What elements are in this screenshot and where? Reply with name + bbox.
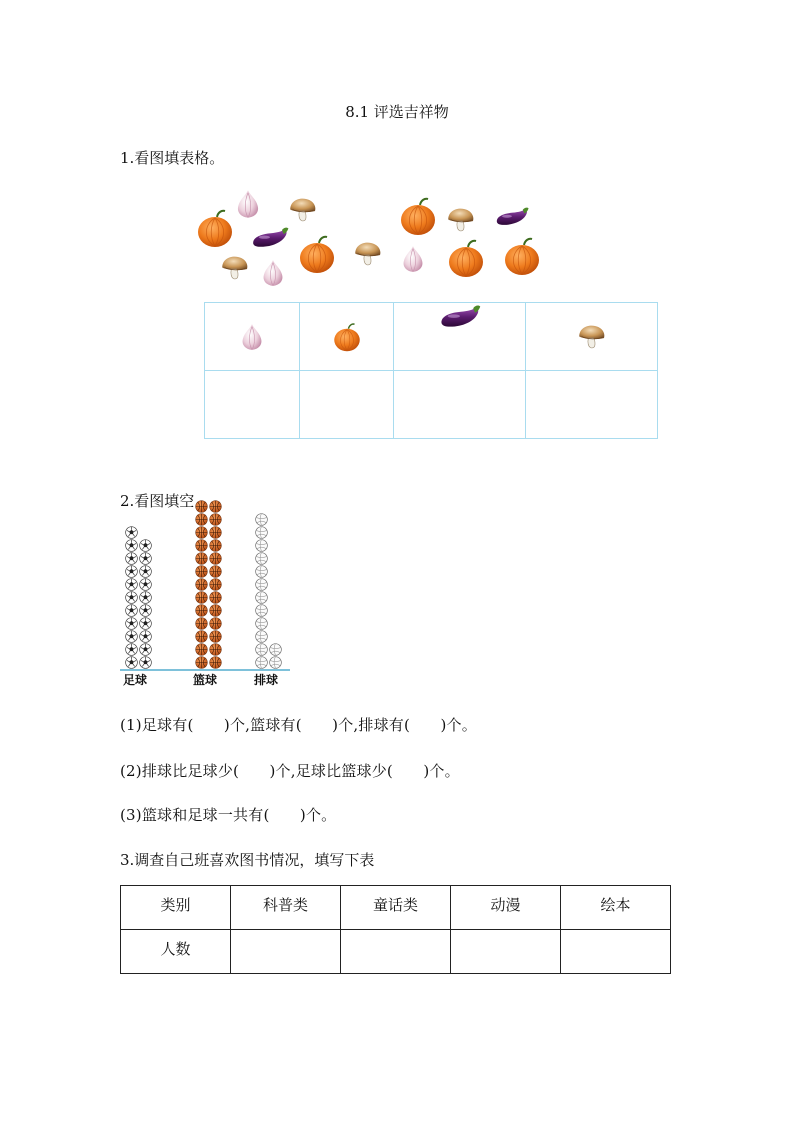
basketball-icon bbox=[195, 630, 208, 643]
header-fairy-tale: 童话类 bbox=[341, 886, 451, 930]
mushroom-icon bbox=[353, 240, 383, 267]
page-title: 8.1 评选吉祥物 bbox=[345, 103, 449, 121]
answer-cell-mushroom[interactable] bbox=[526, 371, 658, 439]
volleyball-icon bbox=[269, 656, 282, 669]
soccer-ball-icon bbox=[125, 591, 138, 604]
header-picture-book: 绘本 bbox=[561, 886, 671, 930]
answer-cell-comics[interactable] bbox=[451, 930, 561, 974]
header-comics: 动漫 bbox=[451, 886, 561, 930]
basketball-icon bbox=[209, 643, 222, 656]
basketball-icon bbox=[195, 604, 208, 617]
soccer-ball-icon bbox=[125, 617, 138, 630]
mushroom-icon bbox=[577, 323, 607, 350]
basketball-icon bbox=[195, 526, 208, 539]
basketball-icon bbox=[209, 578, 222, 591]
table-cell-pumpkin bbox=[300, 303, 394, 371]
mushroom-icon bbox=[446, 206, 476, 233]
answer-cell-fairy-tale[interactable] bbox=[341, 930, 451, 974]
mushroom-icon bbox=[220, 254, 250, 281]
basketball-icon bbox=[195, 643, 208, 656]
basketball-icon bbox=[209, 591, 222, 604]
eggplant-icon bbox=[250, 226, 290, 250]
basketball-icon bbox=[209, 617, 222, 630]
soccer-ball-icon bbox=[139, 539, 152, 552]
basketball-icon bbox=[209, 500, 222, 513]
vegetable-count-table bbox=[204, 302, 658, 439]
table-cell-mushroom bbox=[526, 303, 658, 371]
header-category: 类别 bbox=[121, 886, 231, 930]
soccer-ball-icon bbox=[139, 617, 152, 630]
answer-cell-science[interactable] bbox=[231, 930, 341, 974]
soccer-ball-icon bbox=[139, 656, 152, 669]
label-volleyball: 排球 bbox=[254, 673, 279, 687]
garlic-icon bbox=[258, 258, 288, 288]
answer-cell-picture-book[interactable] bbox=[561, 930, 671, 974]
basketball-icon bbox=[195, 513, 208, 526]
basketball-icon bbox=[209, 539, 222, 552]
soccer-ball-icon bbox=[125, 578, 138, 591]
pumpkin-icon bbox=[297, 234, 337, 274]
soccer-ball-icon bbox=[139, 565, 152, 578]
table-cell-garlic bbox=[205, 303, 300, 371]
basketball-icon bbox=[209, 526, 222, 539]
soccer-ball-icon bbox=[125, 565, 138, 578]
soccer-ball-icon bbox=[139, 630, 152, 643]
book-survey-table bbox=[120, 885, 671, 974]
label-basketball: 篮球 bbox=[193, 673, 218, 687]
basketball-icon bbox=[195, 552, 208, 565]
volleyball-icon bbox=[255, 604, 268, 617]
soccer-ball-icon bbox=[125, 604, 138, 617]
volleyball-icon bbox=[255, 656, 268, 669]
question-3-heading: 3.调查自己班喜欢图书情况，填写下表 bbox=[120, 851, 375, 869]
volleyball-icon bbox=[255, 552, 268, 565]
pumpkin-icon bbox=[332, 322, 362, 352]
soccer-ball-icon bbox=[125, 630, 138, 643]
table-cell-eggplant bbox=[394, 303, 526, 371]
basketball-icon bbox=[195, 539, 208, 552]
basketball-icon bbox=[195, 656, 208, 669]
basketball-icon bbox=[195, 591, 208, 604]
garlic-icon bbox=[237, 322, 267, 352]
volleyball-icon bbox=[255, 526, 268, 539]
basketball-icon bbox=[209, 552, 222, 565]
volleyball-icon bbox=[255, 643, 268, 656]
volleyball-icon bbox=[255, 617, 268, 630]
basketball-icon bbox=[209, 630, 222, 643]
soccer-ball-icon bbox=[125, 552, 138, 565]
basketball-icon bbox=[209, 513, 222, 526]
basketball-icon bbox=[209, 604, 222, 617]
soccer-ball-icon bbox=[125, 643, 138, 656]
fill-line-1: (1)足球有( )个,篮球有( )个,排球有( )个。 bbox=[120, 716, 477, 734]
basketball-icon bbox=[195, 617, 208, 630]
answer-cell-eggplant[interactable] bbox=[394, 371, 526, 439]
volleyball-icon bbox=[255, 565, 268, 578]
question-1-heading: 1.看图填表格。 bbox=[120, 149, 225, 167]
basketball-icon bbox=[195, 565, 208, 578]
pumpkin-icon bbox=[195, 208, 235, 248]
header-science: 科普类 bbox=[231, 886, 341, 930]
pumpkin-icon bbox=[398, 196, 438, 236]
vegetable-scatter bbox=[190, 186, 550, 291]
pumpkin-icon bbox=[502, 236, 542, 276]
basketball-icon bbox=[195, 578, 208, 591]
answer-cell-pumpkin[interactable] bbox=[300, 371, 394, 439]
soccer-ball-icon bbox=[125, 539, 138, 552]
soccer-ball-icon bbox=[125, 656, 138, 669]
pumpkin-icon bbox=[446, 238, 486, 278]
basketball-icon bbox=[195, 500, 208, 513]
volleyball-icon bbox=[255, 630, 268, 643]
volleyball-icon bbox=[255, 513, 268, 526]
eggplant-icon bbox=[438, 303, 482, 331]
volleyball-icon bbox=[255, 578, 268, 591]
garlic-icon bbox=[398, 244, 428, 274]
soccer-ball-icon bbox=[139, 591, 152, 604]
mushroom-icon bbox=[288, 196, 318, 223]
ball-pictograph bbox=[120, 535, 300, 690]
soccer-ball-icon bbox=[125, 526, 138, 539]
volleyball-icon bbox=[269, 643, 282, 656]
fill-line-3: (3)篮球和足球一共有( )个。 bbox=[120, 806, 337, 824]
label-soccer: 足球 bbox=[123, 673, 148, 687]
soccer-ball-icon bbox=[139, 552, 152, 565]
volleyball-icon bbox=[255, 539, 268, 552]
basketball-icon bbox=[209, 656, 222, 669]
volleyball-icon bbox=[255, 591, 268, 604]
soccer-ball-icon bbox=[139, 643, 152, 656]
soccer-ball-icon bbox=[139, 578, 152, 591]
question-2-heading: 2.看图填空 bbox=[120, 492, 195, 510]
garlic-icon bbox=[232, 188, 264, 220]
answer-cell-garlic[interactable] bbox=[205, 371, 300, 439]
basketball-icon bbox=[209, 565, 222, 578]
soccer-ball-icon bbox=[139, 604, 152, 617]
fill-line-2: (2)排球比足球少( )个,足球比篮球少( )个。 bbox=[120, 762, 460, 780]
row-label-count: 人数 bbox=[121, 930, 231, 974]
eggplant-icon bbox=[494, 206, 530, 228]
